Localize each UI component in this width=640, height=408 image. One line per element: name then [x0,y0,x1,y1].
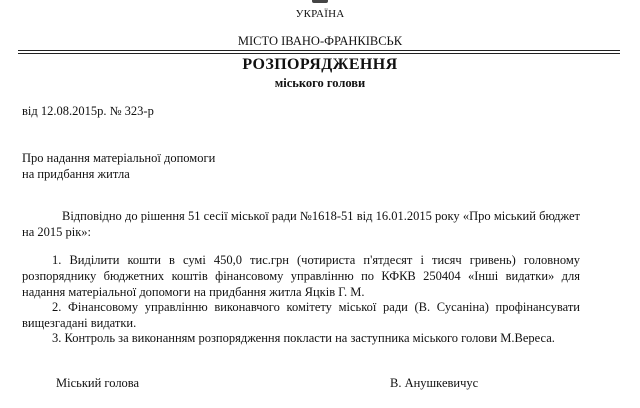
document-type-title: РОЗПОРЯДЖЕННЯ [242,56,398,73]
date-and-number: від 12.08.2015р. № 323-р [22,104,154,118]
document-subject [22,150,215,182]
order-item-1: 1. Виділити кошти в сумі 450,0 тис.грн (чотириста п'ятдесят і тисяч гривень) головному розпоряднику бюджетних коштів фінансовому управлінню по КФКВ 250404 «Інші видатки» для надання матеріальної допомоги на придбання житла Яцків Г. М. [22,253,580,299]
document-issuer: міського голови [274,76,366,90]
signature-block [56,376,486,392]
country-name: УКРАЇНА [295,8,345,20]
order-item-2: 2. Фінансовому управлінню виконавчого комітету міської ради (В. Сусаніна) профінансувати вищезгадані видатки. [22,300,580,330]
coat-of-arms-icon [312,0,328,3]
order-item-3: 3. Контроль за виконанням розпорядження покласти на заступника міського голови М.Вереса. [52,331,555,345]
subject-line: на придбання житла [22,167,130,181]
city-name: МІСТО ІВАНО-ФРАНКІВСЬК [237,34,403,48]
header-divider-top [18,50,620,51]
signatory-title: Міський голова [56,376,140,390]
header-divider-bottom [18,53,620,54]
intro-paragraph: Відповідно до рішення 51 сесії міської ради №1618-51 від 16.01.2015 року «Про міський бюджет на 2015 рік»: [22,209,580,239]
signatory-name: В. Анушкевичус [390,376,479,390]
subject-line: Про надання матеріальної допомоги [22,151,216,165]
